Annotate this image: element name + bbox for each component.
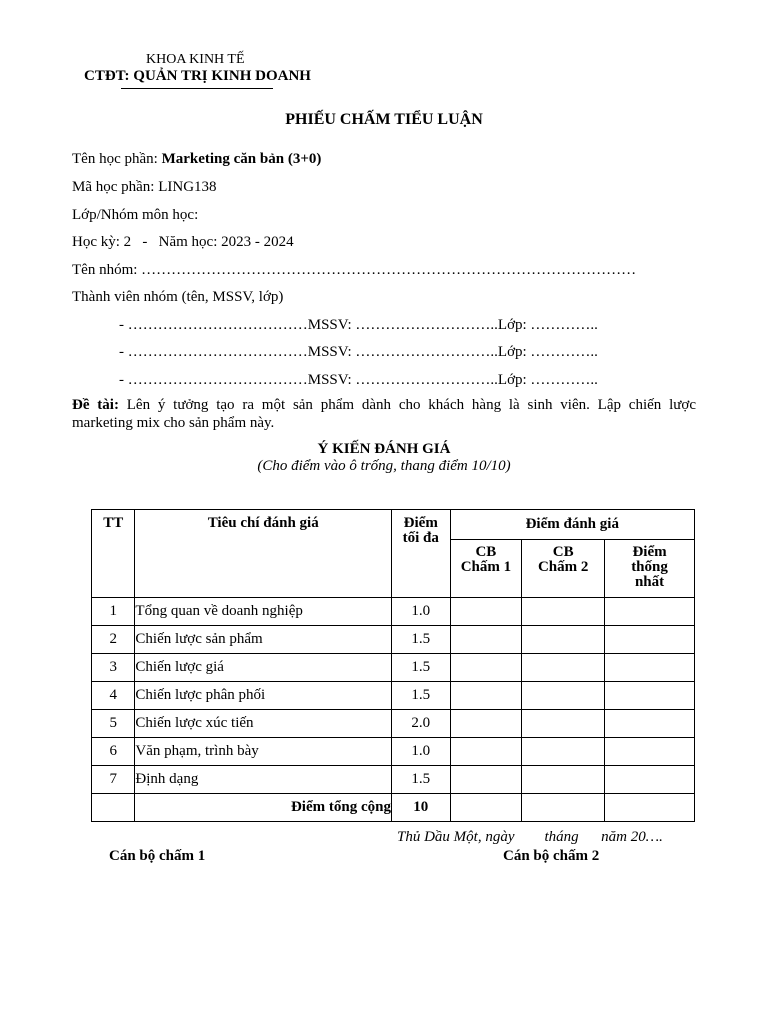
col-header-criteria: Tiêu chí đánh giá xyxy=(135,510,392,598)
member-mssv: MSSV: ……………………….. xyxy=(307,344,498,360)
header-row xyxy=(92,510,695,540)
row-number: 5 xyxy=(92,710,135,738)
member-class: Lớp: ………….. xyxy=(497,317,598,333)
member-row xyxy=(119,344,598,361)
member-name: - ……………………………… xyxy=(119,344,308,360)
row-max-score: 1.0 xyxy=(391,598,450,626)
row-criteria: Chiến lược sản phẩm xyxy=(135,626,392,654)
topic-label: Đề tài: xyxy=(72,397,119,413)
evaluation-subheading: (Cho điểm vào ô trống, thang điểm 10/10) xyxy=(257,458,511,474)
score-cell-grader2[interactable] xyxy=(522,710,605,738)
row-criteria: Văn phạm, trình bày xyxy=(135,738,392,766)
agreed-line-1: Điểm xyxy=(632,544,667,560)
score-cell-grader2[interactable] xyxy=(522,626,605,654)
evaluation-table xyxy=(91,509,695,822)
member-name: - ……………………………… xyxy=(119,317,308,333)
program-name: CTĐT: QUẢN TRỊ KINH DOANH xyxy=(84,68,311,84)
topic-line-1 xyxy=(72,397,696,414)
row-criteria: Chiến lược phân phối xyxy=(135,682,392,710)
score-cell-agreed[interactable] xyxy=(605,766,695,794)
member-mssv: MSSV: ……………………….. xyxy=(307,317,498,333)
row-number: 4 xyxy=(92,682,135,710)
score-cell-grader2[interactable] xyxy=(522,682,605,710)
score-cell-grader1[interactable] xyxy=(450,766,522,794)
faculty-name: KHOA KINH TẾ xyxy=(146,52,245,67)
total-cell-agreed[interactable] xyxy=(605,794,695,822)
table-row xyxy=(92,654,695,682)
score-cell-grader1[interactable] xyxy=(450,738,522,766)
evaluation-heading: Ý KIẾN ĐÁNH GIÁ xyxy=(317,441,451,457)
topic-text: Lên ý tưởng tạo ra một sản phẩm dành cho khách hàng là sinh viên. Lập chiến lược xyxy=(118,397,696,413)
document-title: PHIẾU CHẤM TIỂU LUẬN xyxy=(285,111,483,128)
row-criteria: Chiến lược xúc tiến xyxy=(135,710,392,738)
group-name: Tên nhóm: ……………………………………………………………………………………… xyxy=(72,262,637,278)
score-cell-grader2[interactable] xyxy=(522,738,605,766)
score-cell-grader2[interactable] xyxy=(522,654,605,682)
score-cell-grader1[interactable] xyxy=(450,682,522,710)
place-date: Thủ Dầu Một, ngày tháng năm 20…. xyxy=(397,829,663,845)
row-max-score: 1.5 xyxy=(391,682,450,710)
col-header-score-group: Điểm đánh giá xyxy=(450,510,694,540)
total-cell-grader1[interactable] xyxy=(450,794,522,822)
row-max-score: 1.5 xyxy=(391,654,450,682)
member-row xyxy=(119,372,598,389)
total-label: Điểm tổng cộng xyxy=(135,794,392,822)
row-max-score: 1.5 xyxy=(391,766,450,794)
grader2-signature-label: Cán bộ chấm 2 xyxy=(503,848,600,864)
score-cell-agreed[interactable] xyxy=(605,738,695,766)
row-criteria: Định dạng xyxy=(135,766,392,794)
course-name-row xyxy=(72,151,321,168)
agreed-line-3: nhất xyxy=(634,574,665,590)
member-class: Lớp: ………….. xyxy=(497,372,598,388)
grader2-line-2: Chấm 2 xyxy=(537,559,589,575)
col-header-max xyxy=(391,510,450,598)
members-label: Thành viên nhóm (tên, MSSV, lớp) xyxy=(72,289,284,305)
total-cell-grader2[interactable] xyxy=(522,794,605,822)
table-row xyxy=(92,598,695,626)
total-row xyxy=(92,794,695,822)
semester-year: Học kỳ: 2 - Năm học: 2023 - 2024 xyxy=(72,234,294,250)
score-cell-agreed[interactable] xyxy=(605,682,695,710)
table-row xyxy=(92,626,695,654)
header-underline xyxy=(121,88,273,89)
score-cell-agreed[interactable] xyxy=(605,710,695,738)
col-header-grader1 xyxy=(450,540,522,598)
row-number: 7 xyxy=(92,766,135,794)
score-cell-grader1[interactable] xyxy=(450,710,522,738)
grader2-line-1: CB xyxy=(552,544,574,560)
max-line-1: Điểm xyxy=(403,515,438,531)
course-name-value: Marketing căn bản (3+0) xyxy=(161,151,322,167)
col-header-agreed xyxy=(605,540,695,598)
table-row xyxy=(92,766,695,794)
score-cell-grader1[interactable] xyxy=(450,654,522,682)
row-number: 1 xyxy=(92,598,135,626)
class-group: Lớp/Nhóm môn học: xyxy=(72,207,199,223)
member-row xyxy=(119,317,598,334)
row-criteria: Chiến lược giá xyxy=(135,654,392,682)
score-cell-grader2[interactable] xyxy=(522,766,605,794)
grader1-line-2: Chấm 1 xyxy=(460,559,512,575)
score-cell-grader2[interactable] xyxy=(522,598,605,626)
score-cell-grader1[interactable] xyxy=(450,626,522,654)
row-max-score: 1.0 xyxy=(391,738,450,766)
score-cell-agreed[interactable] xyxy=(605,626,695,654)
total-max-score: 10 xyxy=(391,794,450,822)
course-name-label: Tên học phần: xyxy=(72,151,162,167)
score-cell-grader1[interactable] xyxy=(450,598,522,626)
row-number: 3 xyxy=(92,654,135,682)
table-row xyxy=(92,682,695,710)
member-name: - ……………………………… xyxy=(119,372,308,388)
agreed-line-2: thống xyxy=(631,559,668,575)
score-cell-agreed[interactable] xyxy=(605,598,695,626)
score-cell-agreed[interactable] xyxy=(605,654,695,682)
max-line-2: tối đa xyxy=(402,530,439,546)
col-header-tt: TT xyxy=(92,510,135,598)
course-code: Mã học phần: LING138 xyxy=(72,179,217,195)
member-class: Lớp: ………….. xyxy=(497,344,598,360)
topic-line-2: marketing mix cho sản phẩm này. xyxy=(72,415,275,431)
row-max-score: 2.0 xyxy=(391,710,450,738)
row-number: 2 xyxy=(92,626,135,654)
table-row xyxy=(92,710,695,738)
row-number: 6 xyxy=(92,738,135,766)
row-max-score: 1.5 xyxy=(391,626,450,654)
member-mssv: MSSV: ……………………….. xyxy=(307,372,498,388)
grader1-line-1: CB xyxy=(475,544,497,560)
grader1-signature-label: Cán bộ chấm 1 xyxy=(109,848,206,864)
col-header-grader2 xyxy=(522,540,605,598)
table-row xyxy=(92,738,695,766)
row-criteria: Tổng quan về doanh nghiệp xyxy=(135,598,392,626)
total-empty-cell xyxy=(92,794,135,822)
